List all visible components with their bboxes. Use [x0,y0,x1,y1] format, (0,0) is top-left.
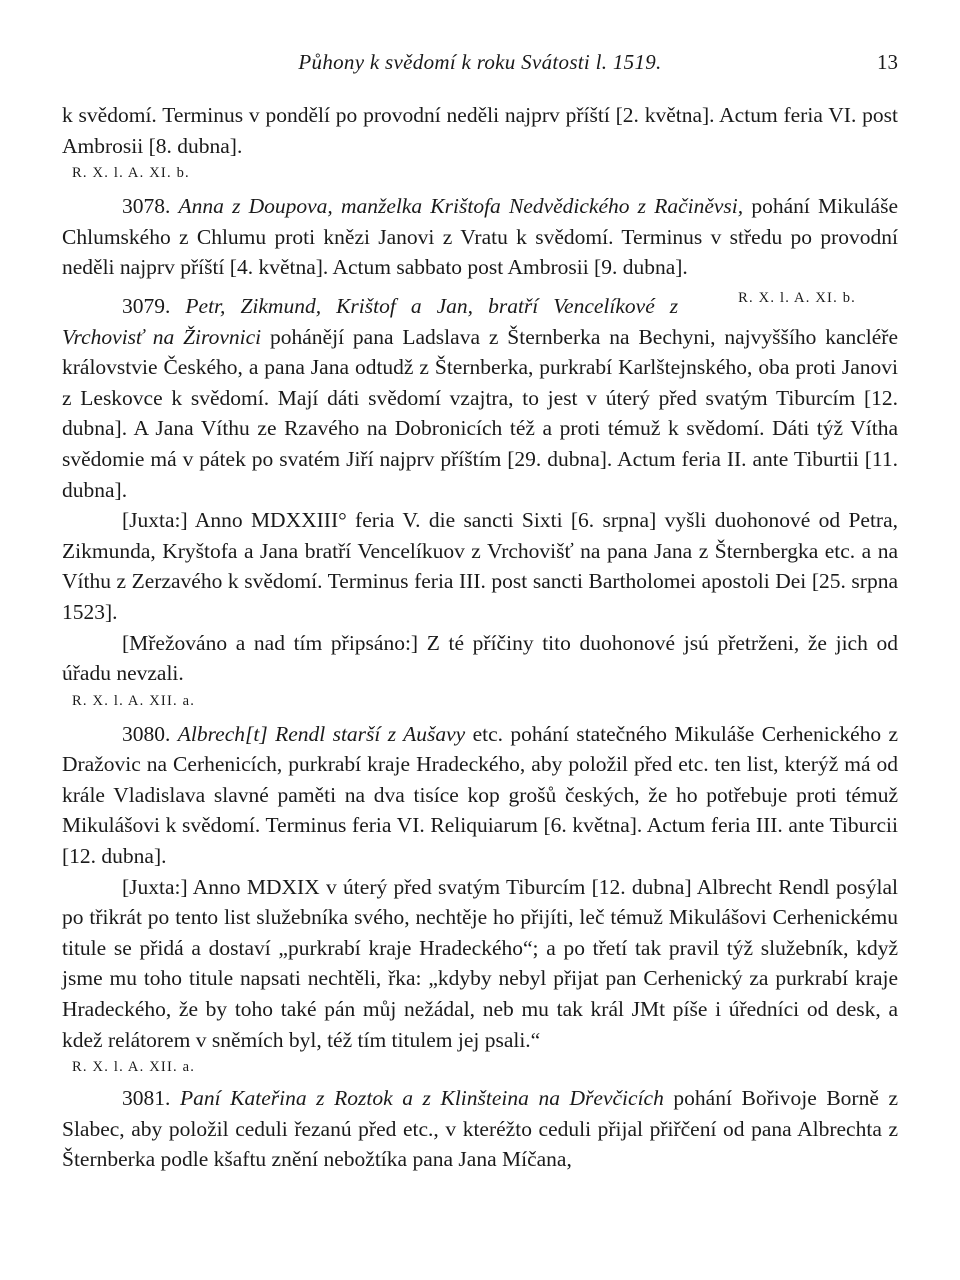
entry-3081 [62,1083,898,1175]
entry-number: 3081. [122,1086,171,1111]
entry-note: [Juxta:] Anno MDXIX v úterý před svatým Tiburcím [12. dubna] Albrecht Rendl posýlal po třikrát po tento list služebníka svého, nechtěje ho přijíti, leč témuž Mikulášovi Cerhenickému titule se přidá a dostaví „purkrabí kraje Hradeckého“; a po třetí tak pravil týž služebník, když jsme mu toho titule napsati nechtěli, řka: „kdyby nebyl přijat pan Cerhenický za purkrabí kraje Hradeckého, že by toho také pán můj nežádal, neb mu tak král JMt píše i úředníci od desk, a kdež relátorem v sněmích byl, též tím titulem jej psali.“ [62,874,898,1052]
entry-number: 3080. [122,721,171,746]
entry-parties: Anna z Doupova, manželka Krištofa Nedvědického z Račiněvsi, [178,194,744,219]
running-title: Půhony k svědomí k roku Svátosti l. 1519. [298,50,662,74]
page-header [62,50,898,80]
entry-text: pohání Bořivoje Borně z Slabec, aby položil ceduli řezanú před etc., v kteréžto ceduli přijal přiřčení od pana Albrechta z Šternberka podle kšaftu znění nebožtíka pana Jana Míčana, [62,1086,898,1172]
entry-text: pohání Mikuláše Chlumského z Chlumu proti knězi Janovi z Vratu k svědomí. Terminus v středu po provodní neděli najprv příští [4. května]. Actum sabbato post Ambrosii [9. dubna]. [62,194,898,280]
archive-signature: R. X. l. A. XII. a. [72,692,196,709]
document-body [62,100,898,1175]
page-number: 13 [877,50,898,74]
entry-note: [Juxta:] Anno MDXXIII° feria V. die sancti Sixti [6. srpna] vyšli duohonové od Petra, Zikmunda, Kryštofa a Jana bratří Vencelíkuov z Vrchovišť na pana Jana z Šternbergka etc. a na Víthu z Zerzavého k svědomí. Terminus feria III. post sancti Bartholomei apostoli Dei [25. srpna 1523]. [62,508,898,624]
entry-parties: Paní Kateřina z Roztok a z Klinšteina na Dřevčicích [179,1086,664,1111]
entry-parties: Albrech[t] Rendl starší z Aušavy [177,721,466,746]
entry-note: [Mřežováno a nad tím připsáno:] Z té příčiny tito duohonové jsú přetrženi, že jich od úřadu nevzali. [62,630,898,686]
entry-3079 [62,291,898,505]
entry-parties: Petr, Zikmund, Krištof a Jan, bratří Vencelíkové z Vrchovisť na Žirovnici [62,293,679,349]
archive-signature: R. X. l. A. XI. b. [72,165,190,182]
archive-signature: R. X. l. A. XII. a. [72,1059,196,1076]
paragraph-continuation: k svědomí. Terminus v pondělí po provodní neděli najprv příští [2. května]. Actum feria VI. post Ambrosii [8. dubna]. [62,103,898,158]
entry-number: 3079. [122,293,171,318]
archive-signature: R. X. l. A. XI. b. [738,289,856,306]
entry-3080 [62,719,898,872]
entry-number: 3078. [122,194,171,219]
entry-text: etc. pohání statečného Mikuláše Cerhenického z Dražovic na Cerhenicích, purkrabí kraje Hradeckého, aby položil před etc. ten list, kterýž má od krále Vladislava slavné paměti na dva tisíce kop grošů českých, že ho potřebuje proti témuž Mikulášovi k svědomí. Terminus feria VI. Reliquiarum [6. května]. Actum feria III. ante Tiburcii [12. dubna]. [62,721,899,869]
entry-text: pohánějí pana Ladslava z Šternberka na Bechyni, najvyššího kancléře královstvie Českého, a pana Jana odtudž z Šternberka, purkrabí Karlštejnského, oba proti Janovi z Leskovce k svědomí. Mají dáti svědomí vzajtra, to jest v úterý před svatým Tiburcím [12. dubna]. A Jana Víthu ze Rzavého na Dobronicích též a proti témuž k svědomí. Dáti týž Vítha svědomie má v pátek po svatém Jiří najprv příštím [29. dubna]. Actum feria II. ante Tiburtii [11. dubna]. [62,324,898,502]
